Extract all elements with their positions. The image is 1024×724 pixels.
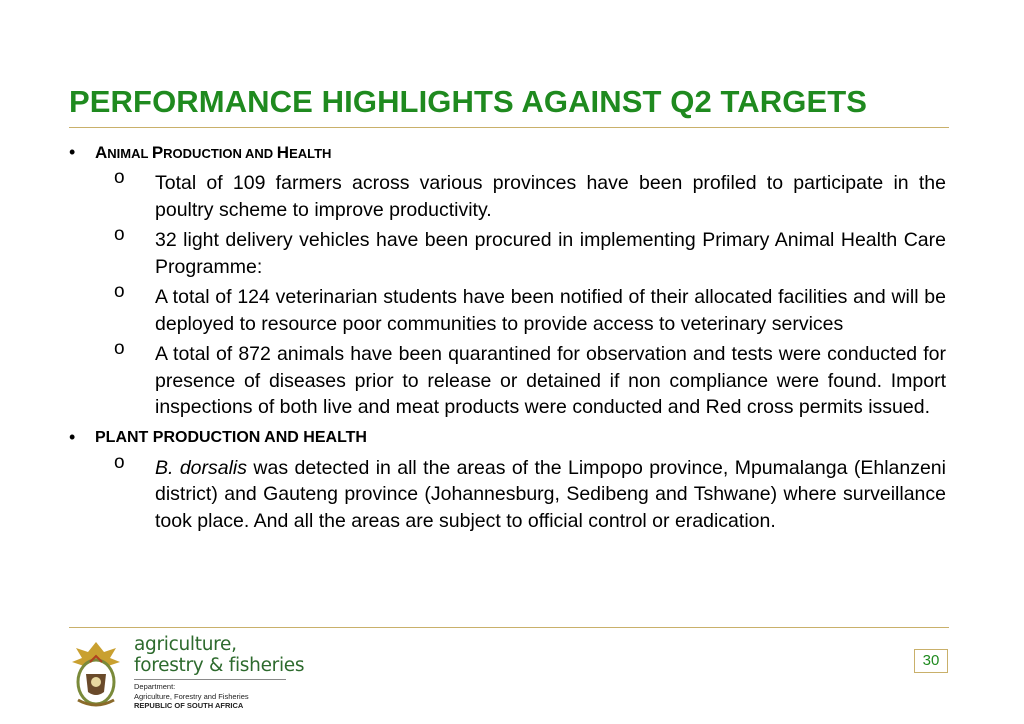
circle-bullet-icon: o <box>114 451 125 473</box>
circle-bullet-icon: o <box>114 281 125 302</box>
department-branding <box>134 634 304 711</box>
list-item <box>69 281 949 337</box>
section-plant-production <box>69 425 949 535</box>
brand-line-1: agriculture, <box>134 634 237 655</box>
item-text-body: was detected in all the areas of the Limpopo province, Mpumalanga (Ehlanzeni district) and Gauteng province (Johannesburg, Sedibeng and Tshwane) where surveillance took place. And all the areas are subject to official control or eradication. <box>155 456 946 532</box>
section-heading: PLANT PRODUCTION AND HEALTH <box>95 428 367 446</box>
item-list <box>69 451 949 535</box>
bullet-icon: • <box>69 142 76 162</box>
section-header <box>69 140 949 170</box>
item-text <box>155 455 946 535</box>
bullet-icon: • <box>69 426 76 447</box>
list-item <box>69 224 949 280</box>
list-item <box>69 167 949 223</box>
page-number: 30 <box>914 649 948 673</box>
list-item <box>69 338 949 421</box>
list-item <box>69 451 949 535</box>
section-header <box>69 425 949 455</box>
dept-name: Agriculture, Forestry and Fisheries <box>134 691 249 701</box>
dept-label: Department: <box>134 682 176 691</box>
coat-of-arms-icon <box>68 638 124 710</box>
heading-part: A <box>95 143 108 162</box>
footer-divider <box>69 627 949 628</box>
item-list <box>69 167 949 421</box>
heading-part: H <box>276 143 290 162</box>
title-divider <box>69 127 949 128</box>
slide-content <box>69 140 949 538</box>
circle-bullet-icon: o <box>114 167 125 188</box>
heading-part: EALTH <box>289 146 332 161</box>
species-name: B. dorsalis <box>155 456 248 479</box>
section-animal-production <box>69 140 949 421</box>
heading-part: NIMAL <box>107 146 152 161</box>
section-heading <box>95 140 331 167</box>
heading-part: RODUCTION AND <box>163 146 277 161</box>
item-text: A total of 872 animals have been quarantined for observation and tests were conducted for presence of diseases prior to release or detained if non compliance were found. Import inspections of both live and meat products were conducted and Red cross permits issued. <box>155 343 946 418</box>
item-text: 32 light delivery vehicles have been procured in implementing Primary Animal Health Care Programme: <box>155 229 946 278</box>
heading-part: P <box>151 143 164 162</box>
item-text: Total of 109 farmers across various provinces have been profiled to participate in the poultry scheme to improve productivity. <box>155 172 946 221</box>
country-name: REPUBLIC OF SOUTH AFRICA <box>134 701 244 710</box>
slide-title: PERFORMANCE HIGHLIGHTS AGAINST Q2 TARGETS <box>69 84 868 119</box>
brand-line-2: forestry & fisheries <box>134 655 305 676</box>
brand-divider <box>134 679 286 680</box>
item-text: A total of 124 veterinarian students have been notified of their allocated facilities and will be deployed to resource poor communities to provide access to veterinary services <box>155 286 946 335</box>
circle-bullet-icon: o <box>114 338 125 359</box>
circle-bullet-icon: o <box>114 224 125 245</box>
